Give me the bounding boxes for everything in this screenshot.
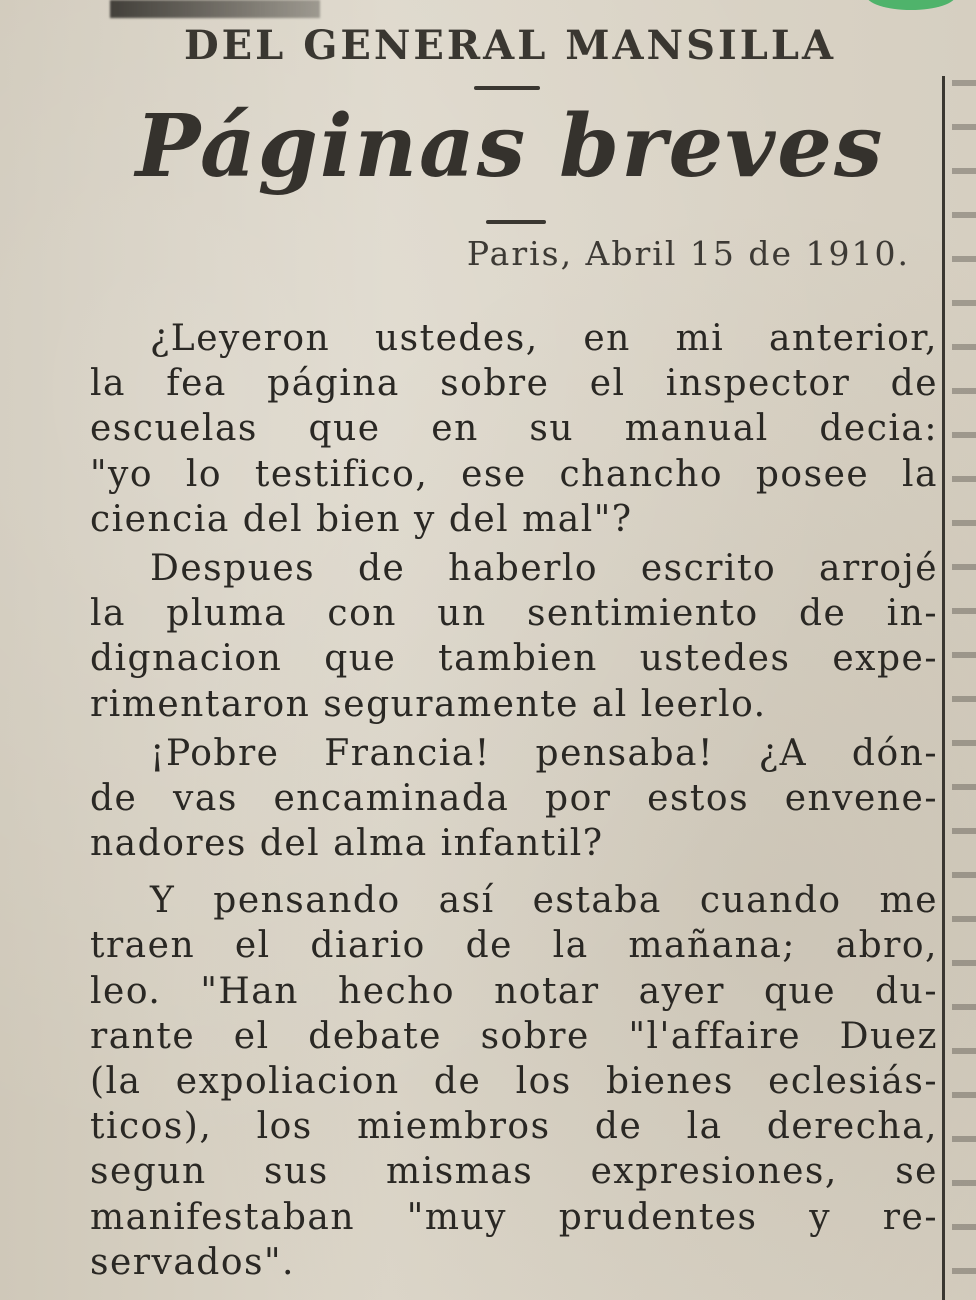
text-line: ¡Pobre Francia! pensaba! ¿A dón-: [150, 732, 938, 774]
text-line: la fea página sobre el inspector de: [90, 363, 938, 405]
text-line: dignacion que tambien ustedes expe-: [90, 638, 938, 680]
article-kicker: DEL GENERAL MANSILLA: [183, 22, 836, 69]
text-line: Y pensando así estaba cuando me: [150, 880, 938, 922]
article-body: [90, 316, 938, 1285]
article-paragraph: [90, 731, 938, 867]
column-divider-rule: [942, 76, 945, 1300]
text-line: de vas encaminada por estos envene-: [90, 777, 938, 819]
article-paragraph: [90, 316, 938, 542]
text-line: ciencia del bien y del mal"?: [90, 498, 633, 540]
top-edge-smudge: [110, 0, 320, 18]
text-line: la pluma con un sentimiento de in-: [90, 593, 938, 635]
text-line: traen el diario de la mañana; abro,: [90, 925, 938, 967]
text-line: Despues de haberlo escrito arrojé: [150, 547, 938, 589]
text-line: ticos), los miembros de la derecha,: [90, 1106, 938, 1148]
text-line: servados".: [90, 1241, 295, 1283]
text-line: manifestaban "muy prudentes y re-: [90, 1196, 938, 1238]
article-headline: Páginas breves: [135, 96, 885, 197]
text-line: leo. "Han hecho notar ayer que du-: [90, 970, 938, 1012]
text-line: rimentaron seguramente al leerlo.: [90, 683, 767, 725]
article-dateline: Paris, Abril 15 de 1910.: [466, 234, 910, 273]
text-line: segun sus mismas expresiones, se: [90, 1151, 938, 1193]
text-line: ¿Leyeron ustedes, en mi anterior,: [150, 318, 938, 359]
text-line: nadores del alma infantil?: [90, 823, 604, 865]
text-line: "yo lo testifico, ese chancho posee la: [90, 453, 938, 495]
kicker-rule: [474, 86, 540, 90]
headline-rule: [486, 220, 546, 224]
adjacent-column-fragment: [952, 80, 976, 1300]
text-line: rante el debate sobre "l'affaire Duez: [90, 1015, 938, 1057]
text-line: (la expoliacion de los bienes eclesiás-: [90, 1061, 938, 1102]
corner-green-mark: [866, 0, 956, 10]
text-line: escuelas que en su manual decia:: [90, 408, 938, 450]
article-paragraph: [90, 546, 938, 727]
article-paragraph: [90, 878, 938, 1285]
